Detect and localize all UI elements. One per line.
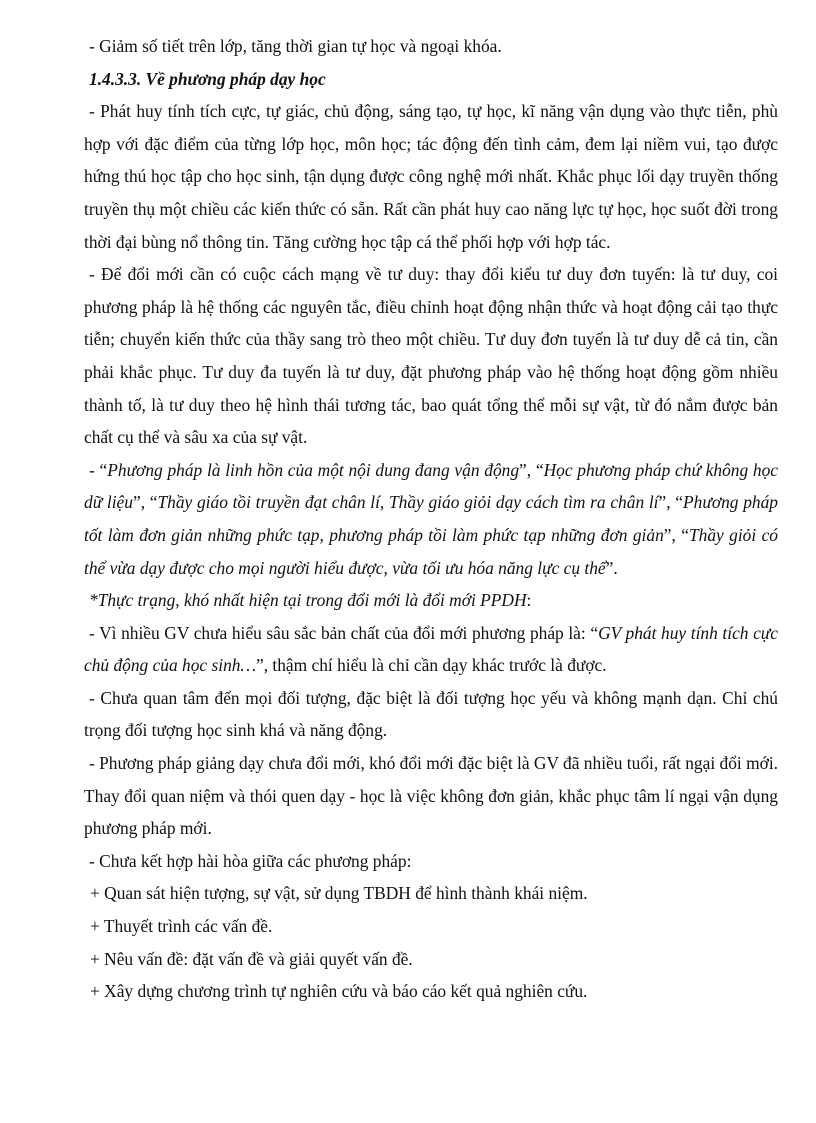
- paragraph-current-status: [84, 584, 778, 617]
- list-item: + Nêu vấn đề: đặt vấn đề và giải quyết vấn đề.: [90, 948, 413, 969]
- text-part: ”, thậm chí hiểu là chỉ cần dạy khác trước là được.: [255, 655, 607, 676]
- quote-5: Thầy giỏi có thể vừa dạy được cho mọi người hiểu được, vừa tối ưu hóa năng lực cụ thể: [84, 524, 778, 578]
- paragraph-promote-activeness: - Phát huy tính tích cực, tự giác, chủ động, sáng tạo, tự học, kĩ năng vận dụng vào thực tiễn, phù hợp với đặc điểm của từng lớp học, môn học; tác động đến tình cảm, đem lại niềm vui, tạo được hứng thú học tập cho học sinh, tận dụng được công nghệ mới nhất. Khắc phục lối dạy truyền thống truyền thụ một chiều các kiến thức có sẵn. Rất cần phát huy cao năng lực tự học, học suốt đời trong thời đại bùng nổ thông tin. Tăng cường học tập cá thể phối hợp với hợp tác.: [84, 101, 778, 252]
- quote-open: - “: [89, 459, 108, 480]
- status-text: *Thực trạng, khó nhất hiện tại trong đổi mới là đổi mới PPDH: [89, 590, 527, 611]
- quote-sep: ”, “: [132, 492, 158, 513]
- paragraph-thinking-revolution: - Để đổi mới cần có cuộc cách mạng về tư duy: thay đổi kiểu tư duy đơn tuyến: là tư duy, coi phương pháp là hệ thống các nguyên tắc, điều chỉnh hoạt động nhận thức và hoạt động cải tạo thực tiễn; chuyển kiến thức của thầy sang trò theo một chiều. Tư duy đơn tuyến là tư duy dễ cả tin, cần phải khắc phục. Tư duy đa tuyến là tư duy, đặt phương pháp vào hệ thống hoạt động gồm nhiều thành tố, là tư duy theo hệ hình thái tương tác, bao quát tổng thể mỗi sự vật, từ đó nắm được bản chất cụ thể và sâu xa của sự vật.: [84, 264, 778, 448]
- paragraph-teachers-understanding: [84, 617, 778, 682]
- paragraph-quotes: [84, 454, 778, 584]
- list-item: + Thuyết trình các vấn đề.: [90, 916, 273, 937]
- status-colon: :: [526, 590, 532, 611]
- quote-1: Phương pháp là linh hồn của một nội dung đang vận động: [107, 459, 520, 480]
- quote-sep: ”, “: [658, 492, 684, 513]
- quote-sep: ”, “: [663, 524, 689, 545]
- quote-4: Phương pháp tốt làm đơn giản những phức tạp, phương pháp tồi làm phức tạp những đơn giản: [84, 492, 778, 545]
- quote-sep: ”, “: [519, 459, 544, 480]
- section-heading: 1.4.3.3. Về phương pháp dạy học: [89, 68, 326, 89]
- document-page: [84, 30, 778, 1008]
- paragraph-methods-unchanged: - Phương pháp giảng dạy chưa đổi mới, khó đổi mới đặc biệt là GV đã nhiều tuổi, rất ngại đổi mới. Thay đổi quan niệm và thói quen dạy - học là việc không đơn giản, khắc phục tâm lí ngại vận dụng phương pháp mới.: [84, 753, 778, 839]
- paragraph-reduce-class-hours: - Giảm số tiết trên lớp, tăng thời gian tự học và ngoại khóa.: [89, 36, 502, 56]
- text-part: - Vì nhiều GV chưa hiểu sâu sắc bản chất của đổi mới phương pháp là: “: [89, 622, 599, 643]
- quote-2: Học phương pháp chứ không học dữ liệu: [84, 459, 779, 513]
- quote-text: GV phát huy tính tích cực chủ động của học sinh…: [84, 622, 778, 676]
- paragraph-harmony: - Chưa kết hợp hài hòa giữa các phương pháp:: [89, 850, 412, 871]
- list-item: + Xây dựng chương trình tự nghiên cứu và báo cáo kết quả nghiên cứu.: [90, 981, 588, 1002]
- list-item: + Quan sát hiện tượng, sự vật, sử dụng TBDH để hình thành khái niệm.: [90, 883, 588, 904]
- paragraph-attention: - Chưa quan tâm đến mọi đối tượng, đặc biệt là đối tượng học yếu và không mạnh dạn. Chỉ chú trọng đối tượng học sinh khá và năng động.: [84, 687, 778, 741]
- quote-3: Thầy giáo tồi truyền đạt chân lí, Thầy giáo giỏi dạy cách tìm ra chân lí: [157, 492, 659, 513]
- quote-close: ”.: [605, 557, 618, 578]
